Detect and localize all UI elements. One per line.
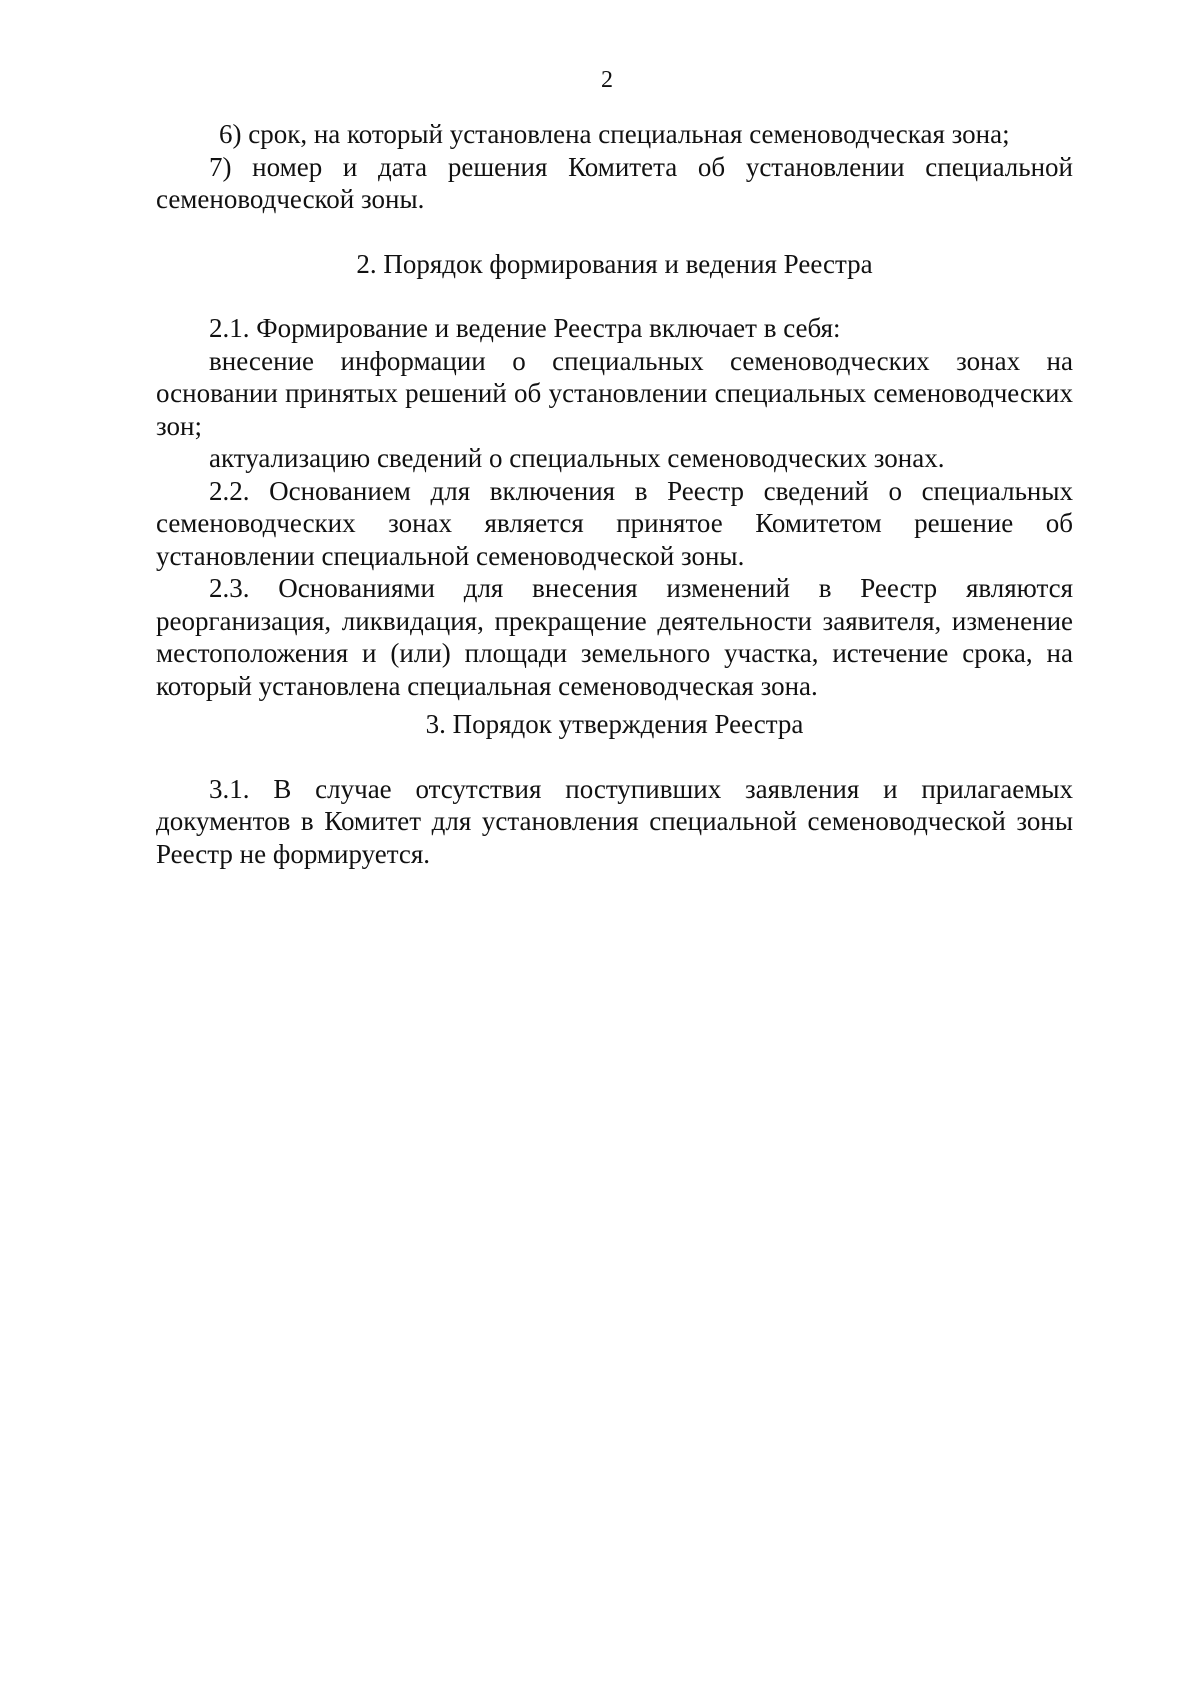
section-3-heading: 3. Порядок утверждения Реестра [425,709,804,739]
document-body [156,118,1073,870]
paragraph-2-1-item-b: актуализацию сведений о специальных семеноводческих зонах. [209,443,945,473]
list-item-7: 7) номер и дата решения Комитета об установлении специальной семеноводческой зоны. [156,151,1073,214]
section-2-heading: 2. Порядок формирования и ведения Реестра [356,248,873,279]
page-number: 2 [601,67,613,93]
paragraph-3-1: 3.1. В случае отсутствия поступивших заявления и прилагаемых документов в Комитет для установления специальной семеноводческой зоны Реестр не формируется. [156,773,1073,869]
paragraph-2-1: 2.1. Формирование и ведение Реестра включает в себя: [209,313,841,343]
paragraph-2-1-item-a: внесение информации о специальных семеноводческих зонах на основании принятых решений об установлении специальных семеноводческих зон; [156,345,1073,441]
paragraph-2-3: 2.3. Основаниями для внесения изменений в Реестр являются реорганизация, ликвидация, прекращение деятельности заявителя, изменение местоположения и (или) площади земельного участка, истечение срока, на который установлена специальная семеноводческая зона. [156,573,1073,701]
list-item-6: 6) срок, на который установлена специальная семеноводческая зона; [219,119,1010,149]
paragraph-2-2: 2.2. Основанием для включения в Реестр сведений о специальных семеноводческих зонах является принятое Комитетом решение об установлении специальной семеноводческой зоны. [156,475,1073,571]
